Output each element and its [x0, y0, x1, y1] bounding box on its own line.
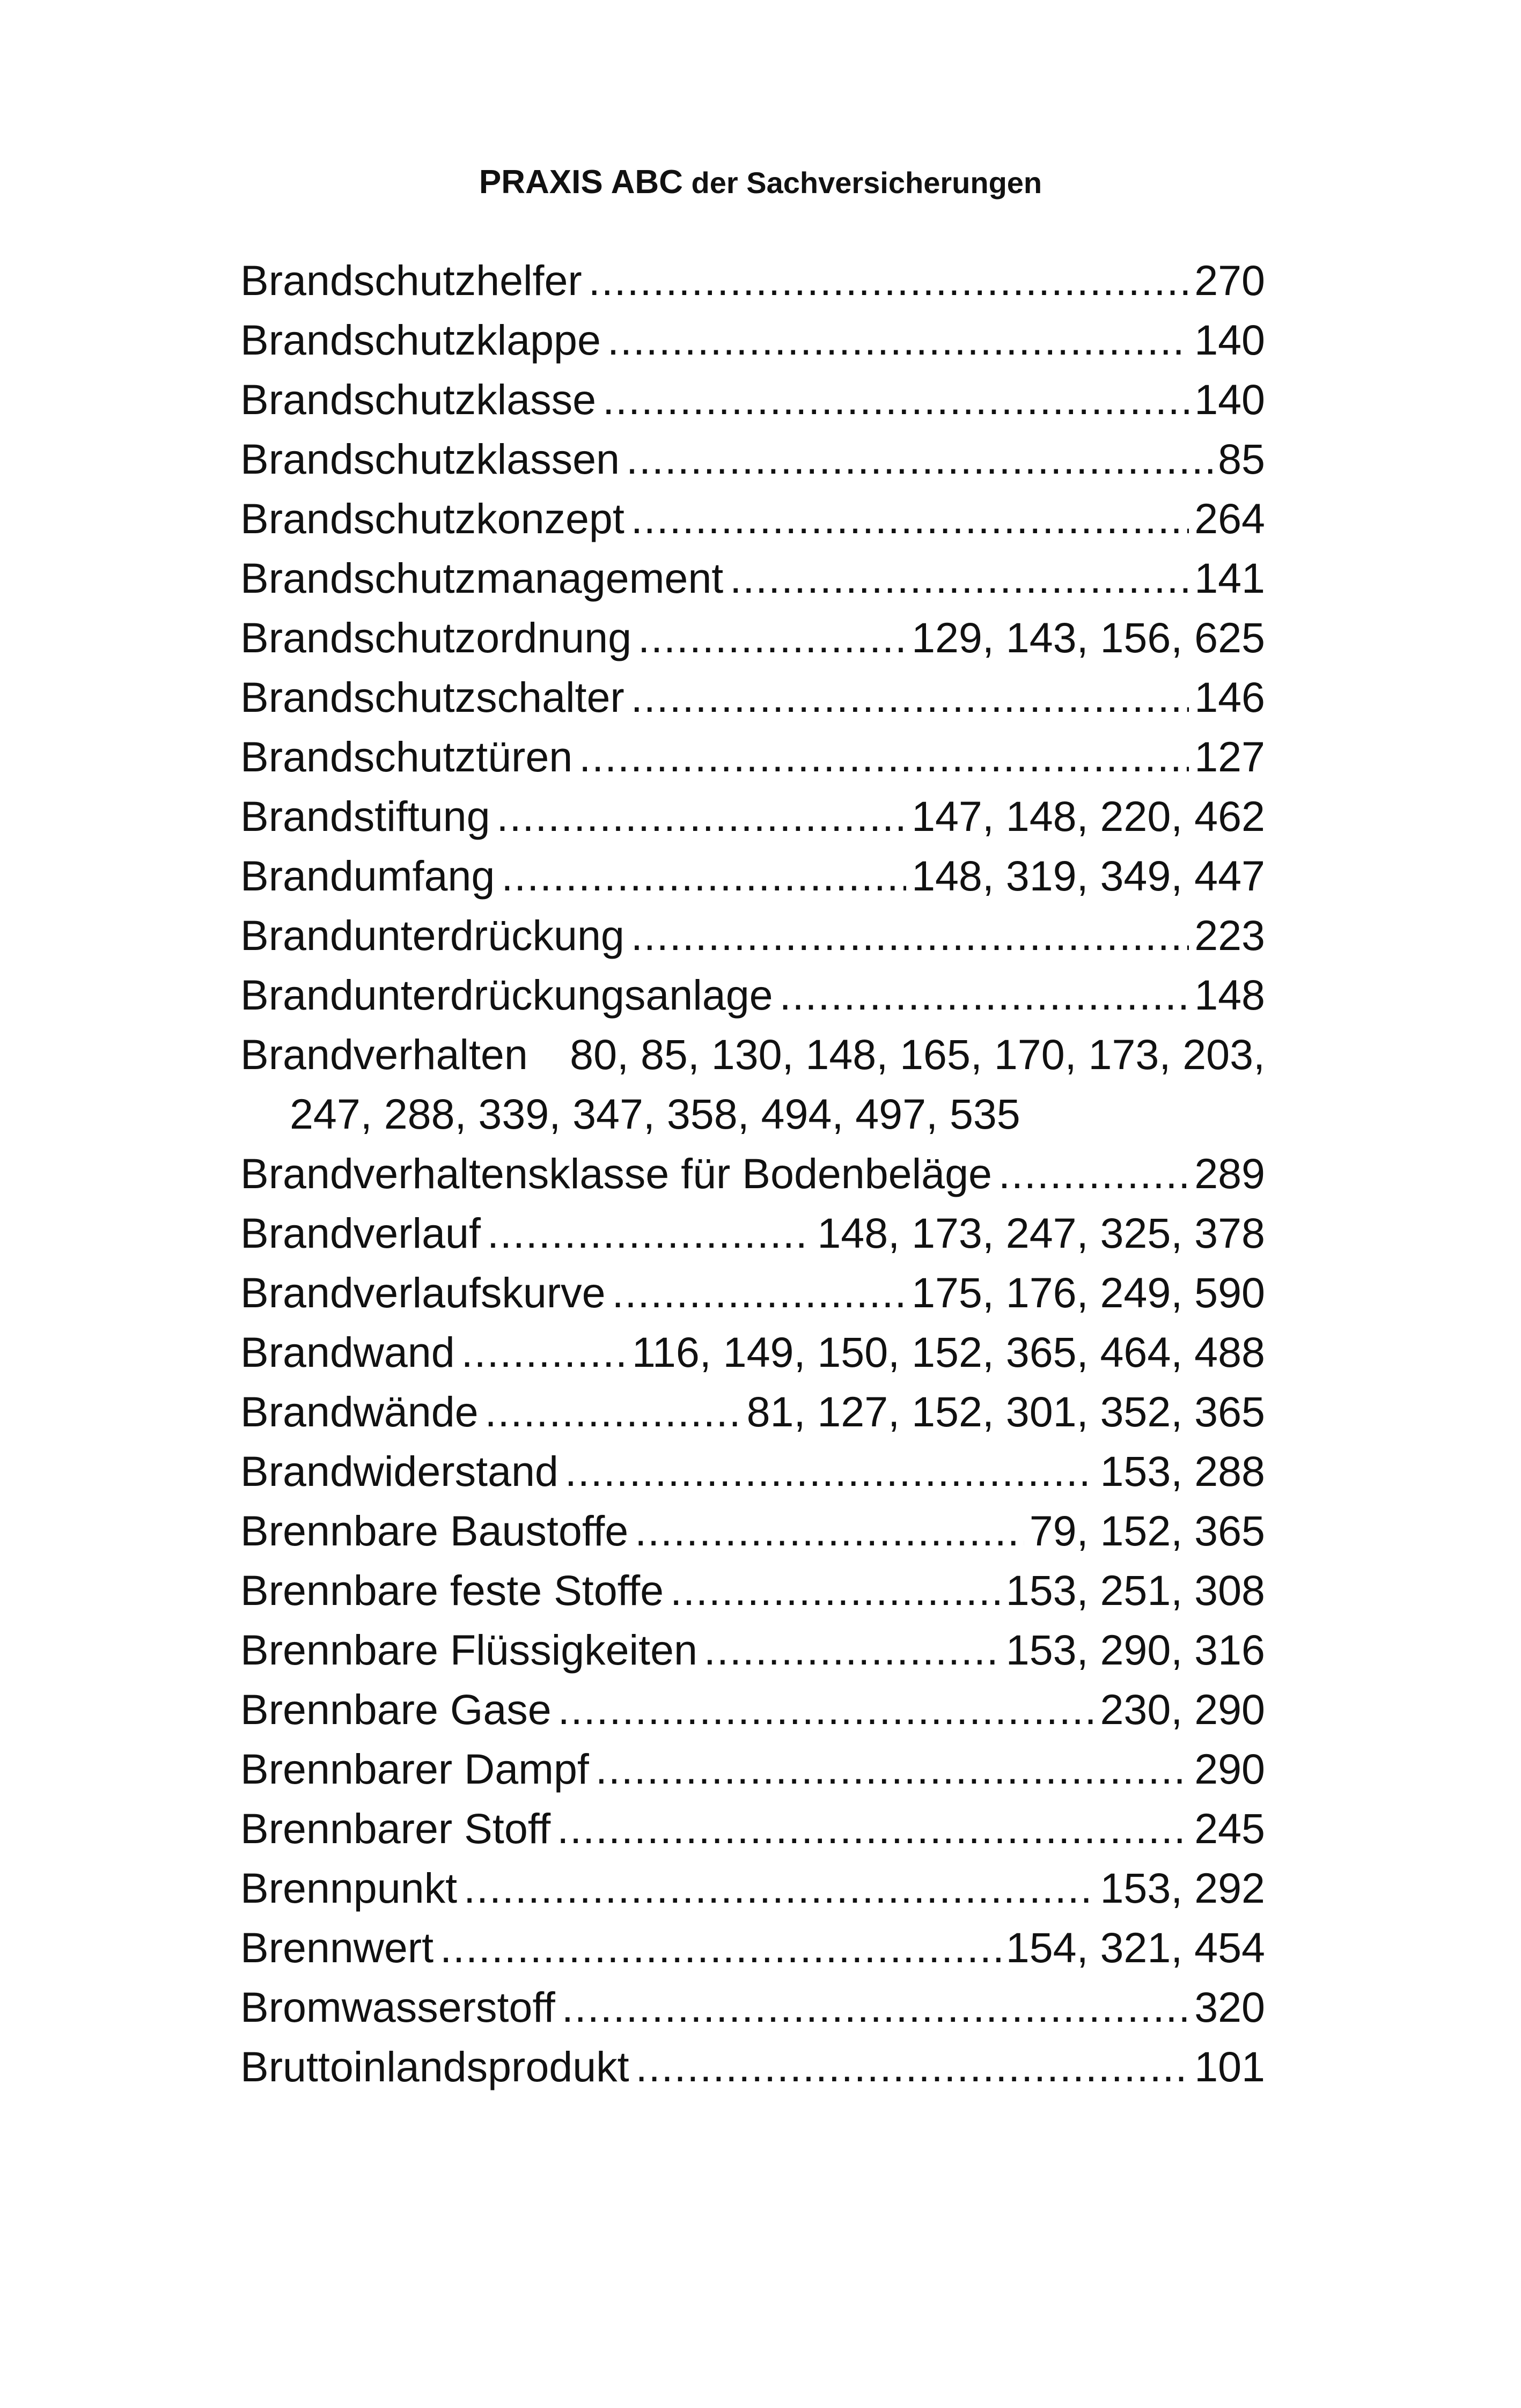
index-term: Brennwert	[240, 1924, 434, 1971]
page-numbers: 79, 152, 365	[1029, 1507, 1265, 1555]
index-term: Brandunterdrückungsanlage	[240, 971, 773, 1019]
index-entry	[240, 905, 1265, 965]
index-entry	[240, 1382, 1265, 1441]
index-entry	[240, 1620, 1265, 1680]
dot-leader	[704, 1620, 1001, 1680]
index-entry	[240, 1263, 1265, 1322]
dot-leader	[626, 429, 1213, 489]
dot-leader	[602, 370, 1189, 429]
dot-leader	[638, 608, 906, 667]
page-numbers: 140	[1194, 375, 1265, 423]
running-header	[0, 161, 1521, 204]
index-term: Brandwände	[240, 1388, 479, 1435]
index-term: Brandschutzmanagement	[240, 554, 724, 602]
index-term: Brennbare Flüssigkeiten	[240, 1626, 697, 1674]
dot-leader	[998, 1144, 1189, 1203]
page-numbers: 85	[1218, 435, 1265, 483]
dot-leader	[501, 846, 906, 905]
dot-leader	[631, 905, 1189, 965]
page-numbers: 148, 173, 247, 325, 378	[817, 1209, 1265, 1257]
page-numbers: 153, 290, 316	[1005, 1626, 1265, 1674]
dot-leader	[631, 489, 1189, 548]
index-term: Bromwasserstoff	[240, 1983, 555, 2031]
header-title-bold: PRAXIS ABC	[479, 164, 683, 201]
page-numbers: 148, 319, 349, 447	[912, 852, 1265, 900]
index-entry	[240, 1203, 1265, 1263]
dot-leader	[464, 1858, 1094, 1918]
index-list	[240, 251, 1265, 2096]
index-term: Brandschutzkonzept	[240, 495, 624, 542]
dot-leader	[485, 1382, 741, 1441]
index-term: Brandschutzklassen	[240, 435, 620, 483]
index-term: Brandschutzschalter	[240, 673, 624, 721]
dot-leader	[565, 1441, 1095, 1501]
index-entry	[240, 1799, 1265, 1858]
index-entry	[240, 1918, 1265, 1977]
index-entry	[240, 1441, 1265, 1501]
index-term: Brandverhalten	[240, 1030, 528, 1078]
index-entry	[240, 727, 1265, 786]
index-term: Brandstiftung	[240, 792, 490, 840]
index-entry	[240, 1858, 1265, 1918]
dot-leader	[487, 1203, 812, 1263]
index-entry	[240, 1322, 1265, 1382]
index-term: Brandwiderstand	[240, 1447, 559, 1495]
dot-leader	[780, 965, 1189, 1025]
page-numbers: 101	[1194, 2043, 1265, 2090]
page-numbers: 116, 149, 150, 152, 365, 464, 488	[631, 1328, 1265, 1376]
page-numbers: 148	[1194, 971, 1265, 1019]
page-numbers: 146	[1194, 673, 1265, 721]
index-entry	[240, 548, 1265, 608]
index-term: Brennbare feste Stoffe	[240, 1566, 664, 1614]
index-term: Brandschutzklappe	[240, 316, 601, 364]
page-numbers: 320	[1194, 1983, 1265, 2031]
page-numbers: 81, 127, 152, 301, 352, 365	[746, 1388, 1265, 1435]
index-term: Brandumfang	[240, 852, 495, 900]
index-term: Brennbare Gase	[240, 1685, 552, 1733]
dot-leader	[589, 251, 1189, 310]
page-numbers: 289	[1194, 1150, 1265, 1197]
page-numbers: 270	[1194, 256, 1265, 304]
dot-leader	[670, 1560, 1001, 1620]
dot-leader	[461, 1322, 627, 1382]
index-term: Brandschutzklasse	[240, 375, 597, 423]
index-entry	[240, 429, 1265, 489]
index-term: Brennpunkt	[240, 1864, 458, 1912]
dot-leader	[497, 786, 907, 846]
index-entry	[240, 310, 1265, 370]
index-term: Brandverlauf	[240, 1209, 481, 1257]
dot-leader	[631, 667, 1189, 727]
page-numbers: 223	[1194, 911, 1265, 959]
page-numbers: 153, 251, 308	[1005, 1566, 1265, 1614]
index-entry	[240, 1560, 1265, 1620]
index-term: Brennbarer Dampf	[240, 1745, 589, 1793]
dot-leader	[730, 548, 1189, 608]
index-entry	[240, 786, 1265, 846]
page-numbers: 153, 288	[1100, 1447, 1265, 1495]
index-term: Brandverhaltensklasse für Bodenbeläge	[240, 1150, 992, 1197]
index-entry	[240, 1501, 1265, 1560]
index-term: Brandverlaufskurve	[240, 1269, 606, 1316]
page-numbers: 175, 176, 249, 590	[912, 1269, 1265, 1316]
dot-leader	[612, 1263, 906, 1322]
dot-leader	[558, 1680, 1095, 1739]
index-entry	[240, 608, 1265, 667]
index-entry	[240, 667, 1265, 727]
index-entry	[240, 1144, 1265, 1203]
dot-leader	[607, 310, 1189, 370]
index-entry	[240, 1977, 1265, 2037]
header-title-rest: der Sachversicherungen	[682, 166, 1042, 200]
dot-leader	[579, 727, 1189, 786]
index-term: Brandschutztüren	[240, 733, 573, 780]
page-numbers: 147, 148, 220, 462	[912, 792, 1265, 840]
index-entry	[240, 965, 1265, 1025]
page-numbers: 153, 292	[1100, 1864, 1265, 1912]
index-entry-wrapped	[240, 1025, 1265, 1144]
page-numbers: 230, 290	[1100, 1685, 1265, 1733]
page-numbers: 80, 85, 130, 148, 165, 170, 173, 203,	[570, 1030, 1265, 1078]
index-term: Brandschutzordnung	[240, 614, 632, 661]
index-entry	[240, 370, 1265, 429]
dot-leader	[635, 1501, 1024, 1560]
wrapped-first-line	[240, 1025, 1265, 1084]
index-entry	[240, 1680, 1265, 1739]
dot-leader	[562, 1977, 1189, 2037]
dot-leader	[596, 1739, 1189, 1799]
index-term: Brandschutzhelfer	[240, 256, 582, 304]
page-numbers: 290	[1194, 1745, 1265, 1793]
dot-leader	[557, 1799, 1189, 1858]
index-term: Brandunterdrückung	[240, 911, 624, 959]
page-numbers: 154, 321, 454	[1005, 1924, 1265, 1971]
index-entry	[240, 489, 1265, 548]
index-term: Bruttoinlandsprodukt	[240, 2043, 629, 2090]
page-numbers-continued: 247, 288, 339, 347, 358, 494, 497, 535	[290, 1090, 1020, 1138]
index-term: Brennbarer Stoff	[240, 1805, 551, 1852]
page-numbers: 245	[1194, 1805, 1265, 1852]
wrapped-continuation-line	[240, 1084, 1265, 1144]
index-entry	[240, 251, 1265, 310]
page-numbers: 127	[1194, 733, 1265, 780]
page-numbers: 141	[1194, 554, 1265, 602]
index-entry	[240, 2037, 1265, 2096]
index-term: Brandwand	[240, 1328, 455, 1376]
page-numbers: 140	[1194, 316, 1265, 364]
page-numbers: 264	[1194, 495, 1265, 542]
index-entry	[240, 1739, 1265, 1799]
index-term: Brennbare Baustoffe	[240, 1507, 629, 1555]
dot-leader	[636, 2037, 1189, 2096]
page-numbers: 129, 143, 156, 625	[912, 614, 1265, 661]
index-entry	[240, 846, 1265, 905]
dot-leader	[440, 1918, 1001, 1977]
